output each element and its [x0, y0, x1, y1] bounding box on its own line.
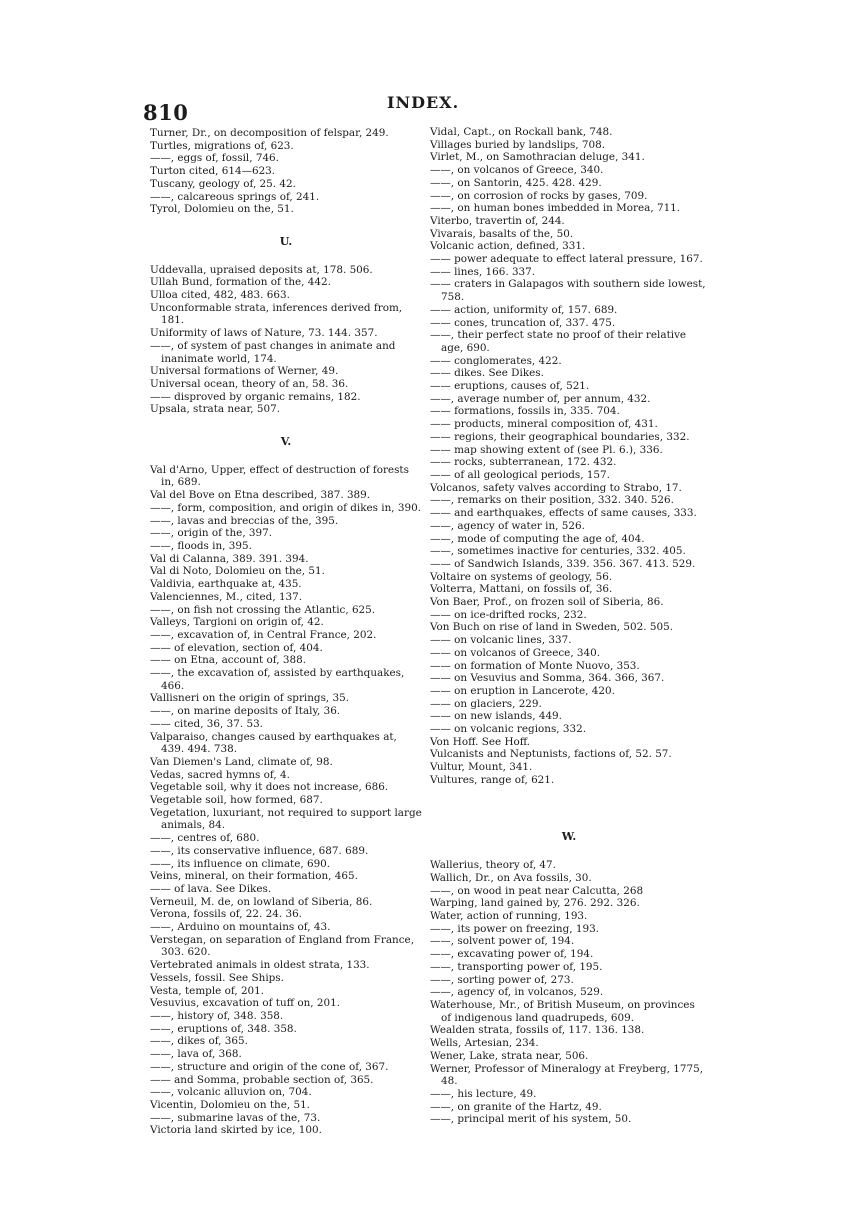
- index-entry: —— conglomerates, 422.: [430, 354, 562, 367]
- index-entry: Valparaiso, changes caused by earthquakes at, 439. 494. 738.: [150, 730, 397, 756]
- index-entry: —— map showing extent of (see Pl. 6.), 336.: [430, 443, 663, 456]
- index-entry: ——, centres of, 680.: [150, 832, 260, 845]
- index-entry: —— lines, 166. 337.: [430, 265, 536, 278]
- index-entry: —— dikes. See Dikes.: [430, 367, 544, 380]
- index-entry: ——, the excavation of, assisted by earthquakes, 466.: [150, 667, 405, 692]
- index-entry: ——, excavating power of, 194.: [430, 948, 594, 961]
- index-entry: —— on glaciers, 229.: [430, 697, 542, 710]
- index-entry: Valenciennes, M., cited, 137.: [150, 590, 303, 603]
- index-entry: Upsala, strata near, 507.: [150, 403, 281, 416]
- index-entry: Vivarais, basalts of the, 50.: [430, 227, 574, 240]
- index-entry: Universal formations of Werner, 49.: [150, 365, 339, 378]
- index-entry: Vegetation, luxuriant, not required to support large animals, 84.: [150, 806, 422, 832]
- index-entry: Valdivia, earthquake at, 435.: [150, 578, 302, 591]
- index-entry: Volcanic action, defined, 331.: [430, 240, 586, 253]
- index-entry: Vultures, range of, 621.: [430, 773, 555, 786]
- v-entries-right: [430, 126, 708, 787]
- index-entry: ——, dikes of, 365.: [150, 1035, 248, 1048]
- index-entry: —— on Etna, account of, 388.: [150, 654, 307, 667]
- index-entry: Victoria land skirted by ice, 100.: [150, 1124, 322, 1137]
- index-entry: Vesuvius, excavation of tuff on, 201.: [150, 997, 341, 1010]
- index-entry: Val di Noto, Dolomieu on the, 51.: [150, 565, 325, 578]
- index-entry: Vicentin, Dolomieu on the, 51.: [150, 1098, 310, 1111]
- index-entry: Val di Calanna, 389. 391. 394.: [150, 552, 309, 565]
- index-entry: Von Hoff. See Hoff.: [430, 735, 531, 748]
- index-entry: —— cones, truncation of, 337. 475.: [430, 316, 616, 329]
- index-entry: Volterra, Mattani, on fossils of, 36.: [430, 583, 613, 596]
- index-entry: —— on eruption in Lancerote, 420.: [430, 684, 615, 697]
- index-entry: ——, solvent power of, 194.: [430, 935, 575, 948]
- index-entry: Uniformity of laws of Nature, 73. 144. 357.: [150, 327, 378, 340]
- index-entry: ——, agency of water in, 526.: [430, 519, 585, 532]
- index-entry: ——, their perfect state no proof of their relative age, 690.: [430, 329, 687, 354]
- index-entry: —— of elevation, section of, 404.: [150, 641, 323, 654]
- index-entry: ——, submarine lavas of the, 73.: [150, 1111, 321, 1124]
- left-column: [150, 127, 422, 1137]
- index-entry: Volcanos, safety valves according to Strabo, 17.: [430, 481, 682, 494]
- index-entry: Vegetable soil, how formed, 687.: [150, 794, 323, 807]
- index-entry: ——, on wood in peat near Calcutta, 268: [430, 884, 644, 897]
- page-number: 810: [143, 100, 189, 125]
- index-entry: ——, volcanic alluvion on, 704.: [150, 1086, 312, 1099]
- index-entry: ——, its power on freezing, 193.: [430, 922, 599, 935]
- index-entry: Verona, fossils of, 22. 24. 36.: [150, 908, 302, 921]
- index-entry: —— on Vesuvius and Somma, 364. 366, 367.: [430, 672, 665, 685]
- index-entry: Wallerius, theory of, 47.: [430, 859, 556, 872]
- index-entry: Vesta, temple of, 201.: [150, 984, 265, 997]
- index-entry: Vidal, Capt., on Rockall bank, 748.: [430, 126, 613, 138]
- index-entry: —— on formation of Monte Nuovo, 353.: [430, 659, 640, 672]
- page-title: INDEX.: [387, 93, 460, 112]
- index-entry: ——, lavas and breccias of the, 395.: [150, 514, 339, 527]
- section-letter-v: V.: [280, 435, 292, 449]
- index-entry: Turton cited, 614—623.: [150, 165, 276, 178]
- index-entry: Voltaire on systems of geology, 56.: [430, 570, 613, 583]
- index-entry: —— on new islands, 449.: [430, 710, 562, 723]
- index-entry: ——, origin of the, 397.: [150, 527, 273, 540]
- index-entry: ——, mode of computing the age of, 404.: [430, 532, 645, 545]
- index-entry: ——, average number of, per annum, 432.: [430, 392, 651, 405]
- index-entry: Turner, Dr., on decomposition of felspar, 249.: [150, 127, 389, 139]
- index-entry: ——, sometimes inactive for centuries, 332. 405.: [430, 545, 686, 558]
- w-entries: [430, 859, 708, 1126]
- index-entry: —— on volcanic lines, 337.: [430, 634, 572, 647]
- index-entry: ——, structure and origin of the cone of, 367.: [150, 1060, 389, 1073]
- index-entry: —— and Somma, probable section of, 365.: [150, 1073, 374, 1086]
- index-entry: ——, on human bones imbedded in Morea, 711.: [430, 202, 681, 215]
- index-entry: Waterhouse, Mr., of British Museum, on provinces of indigenous land quadrupeds, 609.: [430, 999, 695, 1024]
- index-entry: Vedas, sacred hymns of, 4.: [150, 768, 290, 781]
- index-entry: ——, transporting power of, 195.: [430, 960, 603, 973]
- index-entry: —— eruptions, causes of, 521.: [430, 380, 590, 393]
- index-entry: ——, agency of, in volcanos, 529.: [430, 986, 604, 999]
- index-entry: —— of lava. See Dikes.: [150, 882, 272, 895]
- u-entries: [150, 264, 422, 416]
- index-entry: Universal ocean, theory of an, 58. 36.: [150, 377, 349, 390]
- index-entry: ——, Arduino on mountains of, 43.: [150, 921, 331, 934]
- index-entry: Verneuil, M. de, on lowland of Siberia, 86.: [150, 895, 373, 908]
- index-entry: Werner, Professor of Mineralogy at Freyberg, 1775, 48.: [430, 1062, 704, 1088]
- index-entry: —— regions, their geographical boundaries, 332.: [430, 430, 690, 443]
- index-entry: Water, action of running, 193.: [430, 910, 588, 923]
- index-entry: Tyrol, Dolomieu on the, 51.: [150, 203, 294, 216]
- index-entry: ——, on corrosion of rocks by gases, 709.: [430, 189, 648, 202]
- index-entry: Wallich, Dr., on Ava fossils, 30.: [430, 871, 592, 884]
- index-entry: Vertebrated animals in oldest strata, 133.: [150, 959, 370, 972]
- index-entry: —— rocks, subterranean, 172. 432.: [430, 456, 617, 469]
- index-entry: ——, remarks on their position, 332. 340. 526.: [430, 494, 674, 507]
- index-entry: ——, history of, 348. 358.: [150, 1010, 284, 1022]
- index-entry: —— products, mineral composition of, 431.: [430, 418, 658, 431]
- index-entry: —— of all geological periods, 157.: [430, 468, 610, 481]
- index-entry: Vulcanists and Neptunists, factions of, 52. 57.: [430, 748, 672, 761]
- index-entry: ——, on marine deposits of Italy, 36.: [150, 705, 341, 718]
- index-entry: Van Diemen's Land, climate of, 98.: [150, 755, 333, 768]
- index-entry: Vultur, Mount, 341.: [430, 761, 533, 774]
- t-entries: [150, 127, 422, 216]
- index-entry: Uddevalla, upraised deposits at, 178. 506.: [150, 263, 373, 276]
- index-entry: ——, on volcanos of Greece, 340.: [430, 164, 604, 177]
- index-entry: Vegetable soil, why it does not increase, 686.: [150, 781, 389, 794]
- index-entry: Unconformable strata, inferences derived from, 181.: [150, 301, 403, 327]
- index-entry: Virlet, M., on Samothracian deluge, 341.: [430, 151, 645, 164]
- index-entry: ——, on granite of the Hartz, 49.: [430, 1100, 602, 1113]
- index-entry: —— formations, fossils in, 335. 704.: [430, 405, 620, 418]
- index-entry: —— power adequate to effect lateral pressure, 167.: [430, 253, 703, 266]
- index-entry: Von Buch on rise of land in Sweden, 502. 505.: [430, 621, 673, 634]
- index-entry: Ulloa cited, 482, 483. 663.: [150, 289, 290, 302]
- index-entry: —— on volcanic regions, 332.: [430, 723, 587, 736]
- index-entry: Von Baer, Prof., on frozen soil of Siberia, 86.: [430, 596, 664, 609]
- index-entry: ——, sorting power of, 273.: [430, 973, 574, 986]
- section-letter-u: U.: [279, 234, 293, 248]
- index-entry: ——, of system of past changes in animate and inanimate world, 174.: [150, 339, 396, 365]
- index-entry: Valleys, Targioni on origin of, 42.: [150, 616, 324, 629]
- index-entry: —— action, uniformity of, 157. 689.: [430, 303, 618, 316]
- index-entry: Villages buried by landslips, 708.: [430, 138, 606, 151]
- index-entry: ——, form, composition, and origin of dikes in, 390.: [150, 501, 422, 514]
- index-entry: Verstegan, on separation of England from France, 303. 620.: [150, 933, 415, 959]
- index-entry: ——, floods in, 395.: [150, 539, 252, 552]
- index-entry: ——, his lecture, 49.: [430, 1087, 537, 1100]
- index-entry: Veins, mineral, on their formation, 465.: [150, 870, 358, 883]
- index-entry: —— disproved by organic remains, 182.: [150, 390, 361, 403]
- index-entry: ——, principal merit of his system, 50.: [430, 1113, 632, 1126]
- section-letter-w: W.: [561, 829, 577, 843]
- index-entry: Vallisneri on the origin of springs, 35.: [150, 692, 350, 705]
- index-entry: ——, on fish not crossing the Atlantic, 625.: [150, 603, 376, 616]
- index-entry: —— on ice-drifted rocks, 232.: [430, 608, 587, 621]
- right-column: [430, 126, 708, 1126]
- index-entry: Warping, land gained by, 276. 292. 326.: [430, 897, 640, 910]
- index-entry: —— cited, 36, 37. 53.: [150, 717, 263, 730]
- index-entry: ——, eruptions of, 348. 358.: [150, 1022, 297, 1035]
- index-entry: ——, eggs of, fossil, 746.: [150, 152, 279, 165]
- index-entry: Vessels, fossil. See Ships.: [150, 971, 284, 984]
- index-entry: —— on volcanos of Greece, 340.: [430, 646, 601, 659]
- index-entry: —— of Sandwich Islands, 339. 356. 367. 413. 529.: [430, 557, 696, 570]
- index-entry: Ullah Bund, formation of the, 442.: [150, 276, 331, 289]
- index-entry: ——, on Santorin, 425. 428. 429.: [430, 176, 602, 189]
- index-entry: ——, lava of, 368.: [150, 1048, 242, 1061]
- index-entry: —— and earthquakes, effects of same causes, 333.: [430, 507, 697, 520]
- index-entry: Turtles, migrations of, 623.: [150, 139, 294, 152]
- index-entry: Tuscany, geology of, 25. 42.: [150, 177, 296, 190]
- index-entry: ——, excavation of, in Central France, 202.: [150, 628, 377, 641]
- index-entry: Viterbo, travertin of, 244.: [430, 214, 565, 227]
- index-entry: Wealden strata, fossils of, 117. 136. 138.: [430, 1024, 645, 1037]
- index-entry: ——, its influence on climate, 690.: [150, 857, 331, 870]
- index-entry: Val d'Arno, Upper, effect of destruction of forests in, 689.: [150, 463, 409, 489]
- index-entry: Wener, Lake, strata near, 506.: [430, 1049, 589, 1062]
- index-entry: —— craters in Galapagos with southern side lowest, 758.: [430, 278, 706, 304]
- index-entry: ——, calcareous springs of, 241.: [150, 190, 320, 203]
- index-entry: Val del Bove on Etna described, 387. 389.: [150, 489, 371, 502]
- index-entry: ——, its conservative influence, 687. 689.: [150, 844, 369, 857]
- index-entry: Wells, Artesian, 234.: [430, 1037, 539, 1050]
- v-entries-left: [150, 464, 422, 1137]
